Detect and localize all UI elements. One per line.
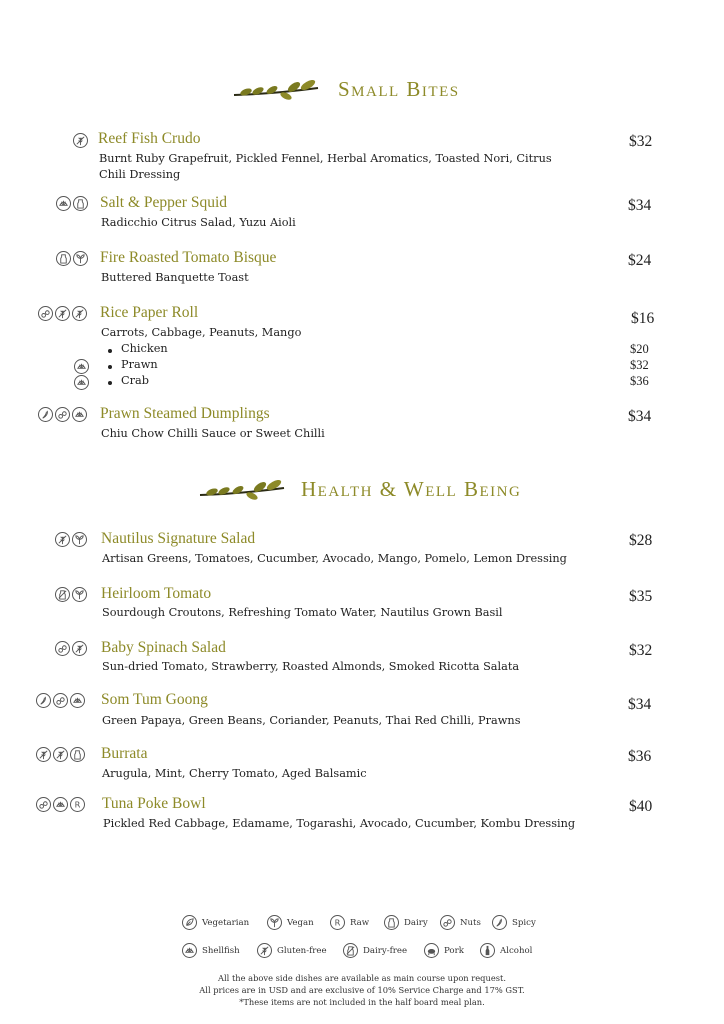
dietary-icons [73, 133, 88, 148]
footer-note: All the above side dishes are available as main course upon request. [218, 973, 506, 983]
item-price: $24 [628, 252, 652, 269]
dairy-icon [70, 747, 85, 762]
item-name: Heirloom Tomato [101, 585, 212, 602]
dietary-icons [36, 693, 85, 708]
item-name: Salt & Pepper Squid [100, 194, 228, 211]
option-price: $32 [630, 358, 649, 372]
vegetarian-icon [182, 915, 197, 930]
gluten-free-icon [55, 532, 70, 547]
item-description: Burnt Ruby Grapefruit, Pickled Fennel, Herbal Aromatics, Toasted Nori, Citrus Chili Dressing [99, 152, 552, 181]
item-price: $32 [629, 642, 653, 659]
svg-text:R: R [334, 917, 341, 928]
legend-item [343, 943, 407, 958]
item-description: Green Papaya, Green Beans, Coriander, Peanuts, Thai Red Chilli, Prawns [102, 714, 521, 727]
dairy-free-icon [55, 587, 70, 602]
spicy-icon [38, 407, 53, 422]
dairy-free-icon [343, 943, 358, 958]
option-bullet [108, 349, 112, 353]
legend-item [182, 915, 249, 930]
dairy-icon [384, 915, 399, 930]
dietary-icons [56, 251, 88, 266]
option-bullet [108, 381, 112, 385]
dietary-icons [36, 797, 85, 812]
item-price: $32 [629, 133, 653, 150]
item-name: Prawn Steamed Dumplings [100, 405, 270, 422]
legend-label: Vegan [287, 917, 314, 928]
footer-note: *These items are not included in the half board meal plan. [239, 997, 485, 1007]
item-description: Arugula, Mint, Cherry Tomato, Aged Balsamic [102, 767, 367, 780]
item-description: Chiu Chow Chilli Sauce or Sweet Chilli [101, 427, 325, 440]
svg-text:R: R [74, 799, 81, 810]
dietary-icons [38, 407, 87, 422]
legend-item [492, 915, 536, 930]
option-label: Crab [121, 374, 150, 387]
dietary-icons [36, 747, 85, 762]
item-description: Sourdough Croutons, Refreshing Tomato Water, Nautilus Grown Basil [102, 606, 503, 619]
item-name: Baby Spinach Salad [101, 639, 226, 656]
item-name: Fire Roasted Tomato Bisque [100, 249, 277, 266]
item-name: Tuna Poke Bowl [102, 795, 206, 812]
legend-label: Pork [444, 945, 464, 956]
legend-item [424, 943, 464, 958]
option-label: Chicken [121, 342, 168, 355]
dietary-icons [55, 641, 87, 656]
footer-note: All prices are in USD and are exclusive of 10% Service Charge and 17% GST. [199, 985, 525, 995]
option-bullet [108, 365, 112, 369]
raw-icon [330, 915, 345, 930]
spicy-icon [36, 693, 51, 708]
item-price: $35 [629, 588, 653, 605]
nuts-icon [36, 797, 51, 812]
vegan-icon [267, 915, 282, 930]
nuts-icon [440, 915, 455, 930]
nuts-icon [38, 306, 53, 321]
item-description: Sun-dried Tomato, Strawberry, Roasted Almonds, Smoked Ricotta Salata [102, 660, 520, 673]
gluten-free-icon [53, 747, 68, 762]
raw-icon [70, 797, 85, 812]
legend-label: Raw [350, 917, 370, 928]
shellfish-icon [74, 359, 89, 374]
legend-item [182, 943, 240, 958]
gluten-free-icon [72, 641, 87, 656]
section-title: Health & Well Being [301, 477, 522, 501]
item-description: Artisan Greens, Tomatoes, Cucumber, Avocado, Mango, Pomelo, Lemon Dressing [102, 552, 567, 565]
legend-label: Shellfish [202, 945, 240, 956]
dairy-icon [73, 196, 88, 211]
option-price: $20 [630, 342, 649, 356]
sprig-ornament [232, 80, 324, 102]
item-name: Som Tum Goong [101, 691, 208, 708]
legend-label: Nuts [460, 917, 481, 928]
shellfish-icon [56, 196, 71, 211]
item-description: Buttered Banquette Toast [101, 271, 249, 284]
shellfish-icon [182, 943, 197, 958]
dietary-icons [38, 306, 87, 321]
shellfish-icon [53, 797, 68, 812]
legend-item [440, 915, 481, 930]
alcohol-icon [480, 943, 495, 958]
pork-icon [424, 943, 439, 958]
vegan-icon [72, 532, 87, 547]
section-title: Small Bites [338, 77, 460, 101]
legend-label: Dairy [404, 917, 428, 928]
gluten-free-icon [55, 306, 70, 321]
dairy-icon [56, 251, 71, 266]
legend-item [267, 915, 314, 930]
option-label: Prawn [121, 358, 158, 371]
item-description: Radicchio Citrus Salad, Yuzu Aioli [101, 216, 296, 229]
item-name: Nautilus Signature Salad [101, 530, 256, 547]
shellfish-icon [72, 407, 87, 422]
nuts-icon [53, 693, 68, 708]
option-price: $36 [630, 374, 649, 388]
dietary-icons [55, 532, 87, 547]
legend-label: Alcohol [500, 945, 533, 956]
shellfish-icon [74, 375, 89, 390]
item-name: Rice Paper Roll [100, 304, 199, 321]
shellfish-icon [70, 693, 85, 708]
item-price: $34 [628, 408, 652, 425]
item-description: Pickled Red Cabbage, Edamame, Togarashi, Avocado, Cucumber, Kombu Dressing [103, 817, 576, 830]
item-description: Carrots, Cabbage, Peanuts, Mango [101, 326, 302, 339]
legend-label: Spicy [512, 917, 536, 928]
vegan-icon [72, 587, 87, 602]
item-price: $34 [628, 197, 652, 214]
item-price: $40 [629, 798, 653, 815]
gluten-free-icon [72, 306, 87, 321]
item-price: $16 [631, 310, 655, 327]
nuts-icon [55, 641, 70, 656]
legend-item [384, 915, 428, 930]
item-name: Burrata [101, 745, 148, 762]
item-price: $34 [628, 696, 652, 713]
gluten-free-icon [73, 133, 88, 148]
legend-item [480, 943, 532, 958]
sprig-ornament [198, 480, 290, 502]
nuts-icon [55, 407, 70, 422]
item-price: $28 [629, 532, 653, 549]
item-price: $36 [628, 748, 652, 765]
legend-label: Dairy-free [363, 945, 408, 956]
item-name: Reef Fish Crudo [98, 130, 201, 147]
gluten-free-icon [257, 943, 272, 958]
legend-label: Gluten-free [277, 945, 327, 956]
dietary-icons [56, 196, 88, 211]
legend-label: Vegetarian [202, 917, 250, 928]
dietary-icons [55, 587, 87, 602]
gluten-free-icon [36, 747, 51, 762]
legend-item [330, 915, 369, 930]
legend-item [257, 943, 327, 958]
spicy-icon [492, 915, 507, 930]
vegan-icon [73, 251, 88, 266]
